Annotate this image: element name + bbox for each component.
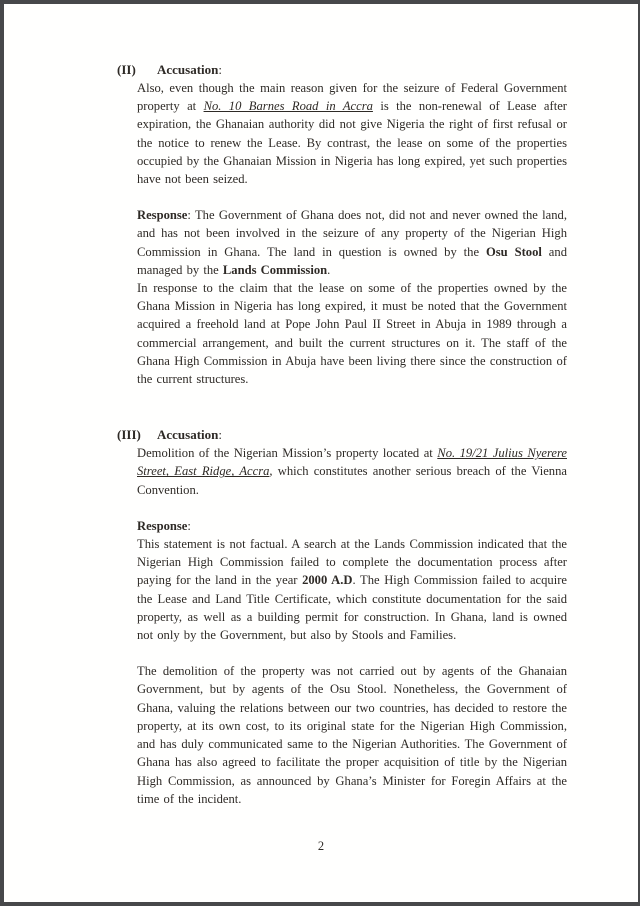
paragraph-response-ii-continued: In response to the claim that the lease on some of the properties owned by the Ghana Mission in Nigeria has long expired, it must be noted that the Government acquired a freehold land at Pope John Paul II Street in Abuja in 1989 through a commercial arrangement, and built the current structures on it. The staff of the Ghana High Commission in Abuja have been living there since the construction of the current structures. [137, 281, 567, 387]
section-ii-title: Accusation [157, 62, 219, 77]
section-ii-title-colon: : [218, 62, 223, 77]
paragraph-accusation-ii: Also, even though the main reason given for the seizure of Federal Government property at No. 10 Barnes Road in Accra is the non-renewal of Lease after expiration, the Ghanaian authority did not give Nigeria the right of first refusal or the notice to renew the Lease. By contrast, the lease on some of the properties occupied by the Ghanaian Mission in Nigeria has long expired, yet such properties have not been seized. [137, 81, 567, 187]
document-page [4, 4, 638, 902]
section-iii-label: (III) [117, 427, 141, 443]
paragraph-response-ii: Response: The Government of Ghana does not, did not and never owned the land, and has not been involved in the seizure of any property of the Nigerian High Commission in Ghana. The land in question is owned by the Osu Stool and managed by the Lands Commission. [137, 208, 567, 277]
paragraph-response-iii: This statement is not factual. A search at the Lands Commission indicated that the Nigerian High Commission failed to complete the documentation process after paying for the land in the year 2000 A.D. The High Commission failed to acquire the Lease and Land Title Certificate, which constitute documentation for the said property, as well as a building permit for construction. In Ghana, land is owned not only by the Government, but also by Stools and Families. [137, 537, 568, 643]
section-ii-label: (II) [117, 62, 136, 77]
paragraph-demolition-response: The demolition of the property was not carried out by agents of the Ghanaian Government, but by agents of the Osu Stool. Nonetheless, the Government of Ghana, valuing the relations between our two countries, has decided to restore the property, at its own cost, to its original state for the Nigerian High Commission, and has duly communicated same to the Nigerian Authorities. The Government of Ghana has also agreed to facilitate the proper acquisition of title by the Nigerian High Commission, as announced by Ghana’s Minister for Foregin Affairs at the time of the incident. [137, 664, 567, 806]
section-iii-heading [117, 426, 567, 444]
section-ii-body [137, 79, 567, 388]
page-number: 2 [317, 839, 325, 853]
page-content [4, 4, 638, 808]
section-ii [117, 61, 567, 388]
section-iii-title-colon: : [218, 427, 223, 443]
section-iii-body [137, 444, 567, 808]
response-heading-iii: Response: [137, 518, 191, 533]
section-ii-heading [117, 61, 567, 79]
section-iii-title: Accusation [157, 427, 219, 443]
section-iii [117, 426, 567, 808]
paragraph-accusation-iii: Demolition of the Nigerian Mission’s property located at No. 19/21 Julius Nyerere Street, East Ridge, Accra, which constitutes another serious breach of the Vienna Convention. [137, 446, 567, 497]
